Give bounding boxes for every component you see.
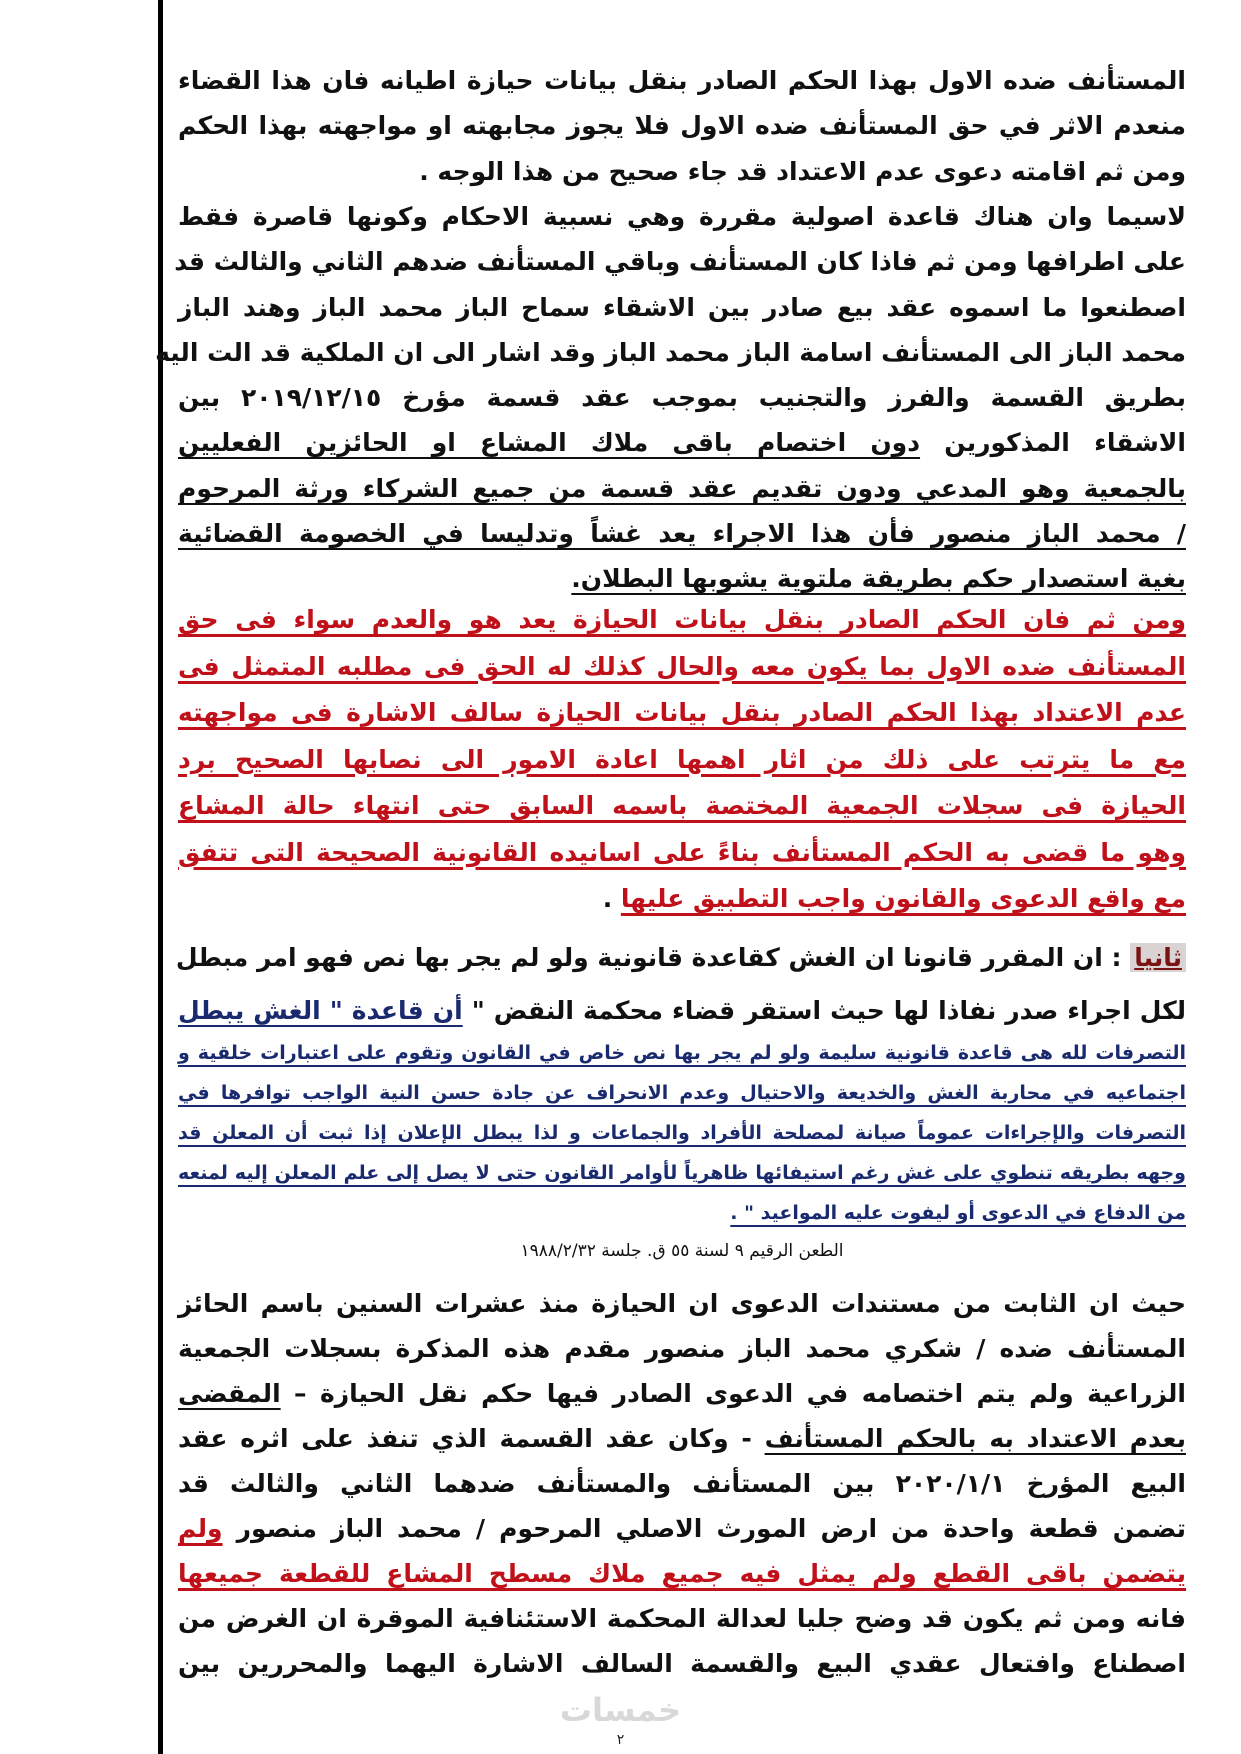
- text-segment: فانه ومن ثم يكون قد وضح جليا لعدالة المحكمة الاستئنافية الموقرة ان الغرض من: [178, 1604, 1186, 1633]
- page-number: ٢: [616, 1732, 625, 1748]
- text-segment: بغية استصدار حكم بطريقة ملتوية يشوبها البطلان.: [571, 564, 1186, 594]
- text-line: [178, 645, 1186, 689]
- text-segment: المستأنف ضده / شكري محمد الباز منصور مقدم هذه المذكرة بسجلات الجمعية: [178, 1334, 1186, 1363]
- text-line: [178, 1282, 1186, 1326]
- text-line: [178, 421, 1186, 465]
- text-line: [178, 59, 1186, 103]
- text-segment: من الدفاع في الدعوى أو ليفوت عليه المواعيد " .: [730, 1202, 1186, 1224]
- text-line: [178, 1552, 1186, 1596]
- text-segment: المستأنف ضده الاول بما يكون معه والحال كذلك له الحق فى مطلبه المتمثل فى: [178, 651, 1186, 681]
- text-line: [178, 467, 1186, 511]
- text-line: [175, 936, 1186, 980]
- text-line: [178, 1191, 1186, 1235]
- text-segment: : ان المقرر قانونا ان الغش كقاعدة قانونية ولو لم يجر بها نص فهو امر مبطل: [175, 943, 1131, 972]
- text-segment: مع ما يترتب على ذلك من اثار اهمها اعادة الامور الى نصابها الصحيح برد: [178, 744, 1186, 774]
- text-line: [178, 512, 1186, 556]
- text-line: [178, 150, 1186, 194]
- text-line: [178, 376, 1186, 420]
- text-segment: ومن ثم فان الحكم الصادر بنقل بيانات الحيازة يعد هو والعدم سواء فى حق: [178, 605, 1186, 634]
- text-segment: لاسيما وان هناك قاعدة اصولية مقررة وهي نسبية الاحكام وكونها قاصرة فقط: [178, 201, 1186, 231]
- text-line: [178, 195, 1186, 239]
- text-segment: محمد الباز الى المستأنف اسامة الباز محمد الباز وقد اشار الى ان الملكية قد الت اليه: [155, 337, 1186, 367]
- text-segment: التصرفات والإجراءات عموماً صيانة لمصلحة الأفراد والجماعات و لذا يبطل الإعلان إذا ثبت أن المعلن قد: [178, 1122, 1186, 1144]
- text-segment: اصطنعوا ما اسموه عقد بيع صادر بين الاشقاء سماح الباز محمد الباز وهند الباز: [178, 292, 1186, 322]
- text-segment: مع واقع الدعوى والقانون واجب التطبيق عليها: [620, 884, 1186, 913]
- text-line: [178, 877, 1186, 921]
- text-segment: الاشقاء المذكورين: [920, 428, 1186, 458]
- watermark-logo: خمسات: [559, 1691, 682, 1729]
- text-line: [178, 1372, 1186, 1416]
- text-segment: بالجمعية وهو المدعي ودون تقديم عقد قسمة من جميع الشركاء ورثة المرحوم: [178, 473, 1186, 503]
- text-segment: الزراعية ولم يتم اختصامه في الدعوى الصادر فيها حكم نقل الحيازة –: [280, 1379, 1186, 1408]
- text-segment: المستأنف ضده الاول بهذا الحكم الصادر بنقل بيانات حيازة اطيانه فان هذا القضاء: [178, 66, 1186, 95]
- text-line: [178, 784, 1186, 828]
- page-left-border: [158, 0, 163, 1754]
- text-segment: على اطرافها ومن ثم فاذا كان المستأنف وباقي المستأنف ضدهم الثاني والثالث قد: [174, 247, 1186, 277]
- text-segment: - وكان عقد القسمة الذي تنفذ على اثره عقد: [178, 1424, 765, 1453]
- text-segment: تضمن قطعة واحدة من ارض المورث الاصلي المرحوم / محمد الباز منصور: [222, 1514, 1186, 1543]
- text-line: [178, 691, 1186, 735]
- text-line: [178, 1642, 1186, 1686]
- text-line: [178, 1031, 1186, 1075]
- text-segment: بعدم الاعتداد به بالحكم المستأنف: [764, 1424, 1186, 1453]
- text-line: [178, 1151, 1186, 1195]
- text-line: [178, 1462, 1186, 1506]
- text-segment: اجتماعيه في محاربة الغش والخديعة والاحتيال وعدم الانحراف عن جادة حسن النية الواجب توافرها في: [178, 1082, 1186, 1104]
- text-segment: أن قاعدة " الغش يبطل: [178, 996, 463, 1025]
- text-line: [178, 557, 1186, 601]
- text-segment: بطريق القسمة والفرز والتجنيب بموجب عقد قسمة مؤرخ ٢٠١٩/١٢/١٥ بين: [178, 383, 1186, 413]
- text-segment: الحيازة فى سجلات الجمعية المختصة باسمه السابق حتى انتهاء حالة المشاع: [178, 791, 1186, 820]
- citation: الطعن الرقيم ٩ لسنة ٥٥ ق. جلسة ١٩٨٨/٢/٣٢: [520, 1241, 844, 1261]
- text-line: [178, 831, 1186, 875]
- text-segment: عدم الاعتداد بهذا الحكم الصادر بنقل بيانات الحيازة سالف الاشارة فى مواجهته: [178, 698, 1186, 727]
- text-line: [178, 286, 1186, 330]
- text-segment: التصرفات لله هى قاعدة قانونية سليمة ولو لم يجر بها نص خاص في القانون وتقوم على اعتبارات خلقية و: [178, 1042, 1186, 1064]
- text-line: [178, 1111, 1186, 1155]
- text-segment: / محمد الباز منصور فأن هذا الاجراء يعد غشاً وتدليسا في الخصومة القضائية: [178, 519, 1186, 548]
- text-line: [178, 1597, 1186, 1641]
- text-segment: منعدم الاثر في حق المستأنف ضده الاول فلا يجوز مجابهته او مواجهته بهذا الحكم: [178, 111, 1186, 141]
- text-segment: دون اختصام باقى ملاك المشاع او الحائزين الفعليين: [178, 428, 921, 458]
- text-segment: وهو ما قضى به الحكم المستأنف بناءً على اسانيده القانونية الصحيحة التى تتفق: [178, 837, 1186, 867]
- text-line: [178, 989, 1186, 1033]
- text-segment: اصطناع وافتعال عقدي البيع والقسمة السالف الاشارة اليهما والمحررين بين: [178, 1649, 1186, 1678]
- text-segment: حيث ان الثابت من مستندات الدعوى ان الحيازة منذ عشرات السنين باسم الحائز: [178, 1289, 1186, 1318]
- text-line: [178, 104, 1186, 148]
- text-line: [178, 598, 1186, 642]
- text-segment: .: [602, 884, 621, 913]
- text-segment: البيع المؤرخ ٢٠٢٠/١/١ بين المستأنف والمستأنف ضدهما الثاني والثالث قد: [178, 1469, 1186, 1498]
- text-line: [155, 331, 1186, 375]
- text-segment: وجهه بطريقه تنطوي على غش رغم استيفائها ظاهرياً لأوامر القانون حتى لا يصل إلى علم المعلن إليه لمنعه: [178, 1162, 1186, 1184]
- text-segment: ومن ثم اقامته دعوى عدم الاعتداد قد جاء صحيح من هذا الوجه .: [419, 156, 1186, 186]
- text-segment: ولم: [178, 1514, 223, 1543]
- text-line: [178, 1071, 1186, 1115]
- text-segment: يتضمن باقى القطع ولم يمثل فيه جميع ملاك مسطح المشاع للقطعة جميعها: [178, 1559, 1186, 1588]
- text-line: [178, 738, 1186, 782]
- text-segment: المقضى: [178, 1379, 281, 1408]
- text-line: [178, 1507, 1186, 1551]
- text-line: [178, 1417, 1186, 1461]
- text-segment: لكل اجراء صدر نفاذا لها حيث استقر قضاء محكمة النقض ": [462, 996, 1186, 1025]
- section-heading: ثانيا: [1130, 943, 1186, 972]
- text-line: [174, 240, 1186, 284]
- text-line: [178, 1327, 1186, 1371]
